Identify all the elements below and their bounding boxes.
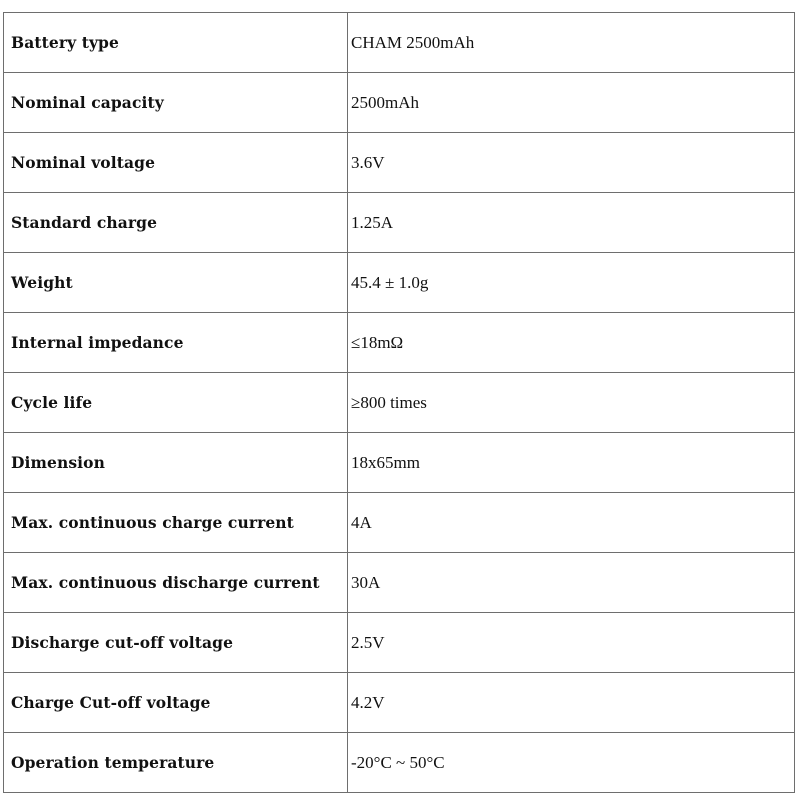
table-row — [4, 433, 795, 493]
table-row — [4, 253, 795, 313]
spec-value: 45.4 ± 1.0g — [348, 253, 795, 313]
spec-label: Battery type — [4, 13, 348, 73]
spec-value: ≤18mΩ — [348, 313, 795, 373]
spec-value: ≥800 times — [348, 373, 795, 433]
spec-value: 18x65mm — [348, 433, 795, 493]
table-row — [4, 373, 795, 433]
spec-value: 4.2V — [348, 673, 795, 733]
table-row — [4, 733, 795, 793]
spec-label: Charge Cut-off voltage — [4, 673, 348, 733]
spec-label: Dimension — [4, 433, 348, 493]
spec-label: Nominal capacity — [4, 73, 348, 133]
spec-value: 4A — [348, 493, 795, 553]
spec-label: Weight — [4, 253, 348, 313]
table-row — [4, 613, 795, 673]
spec-value: 30A — [348, 553, 795, 613]
spec-label: Operation temperature — [4, 733, 348, 793]
table-row — [4, 553, 795, 613]
spec-value: 2.5V — [348, 613, 795, 673]
spec-value: 3.6V — [348, 133, 795, 193]
table-row — [4, 493, 795, 553]
spec-label: Nominal voltage — [4, 133, 348, 193]
spec-label: Max. continuous discharge current — [4, 553, 348, 613]
spec-label: Standard charge — [4, 193, 348, 253]
spec-value: CHAM 2500mAh — [348, 13, 795, 73]
spec-label: Discharge cut-off voltage — [4, 613, 348, 673]
spec-value: 1.25A — [348, 193, 795, 253]
spec-value: 2500mAh — [348, 73, 795, 133]
spec-value: -20°C ~ 50°C — [348, 733, 795, 793]
table-row — [4, 13, 795, 73]
spec-label: Internal impedance — [4, 313, 348, 373]
table-row — [4, 193, 795, 253]
table-row — [4, 133, 795, 193]
table-row — [4, 673, 795, 733]
battery-spec-table — [3, 12, 795, 793]
spec-label: Max. continuous charge current — [4, 493, 348, 553]
table-row — [4, 313, 795, 373]
spec-label: Cycle life — [4, 373, 348, 433]
table-row — [4, 73, 795, 133]
